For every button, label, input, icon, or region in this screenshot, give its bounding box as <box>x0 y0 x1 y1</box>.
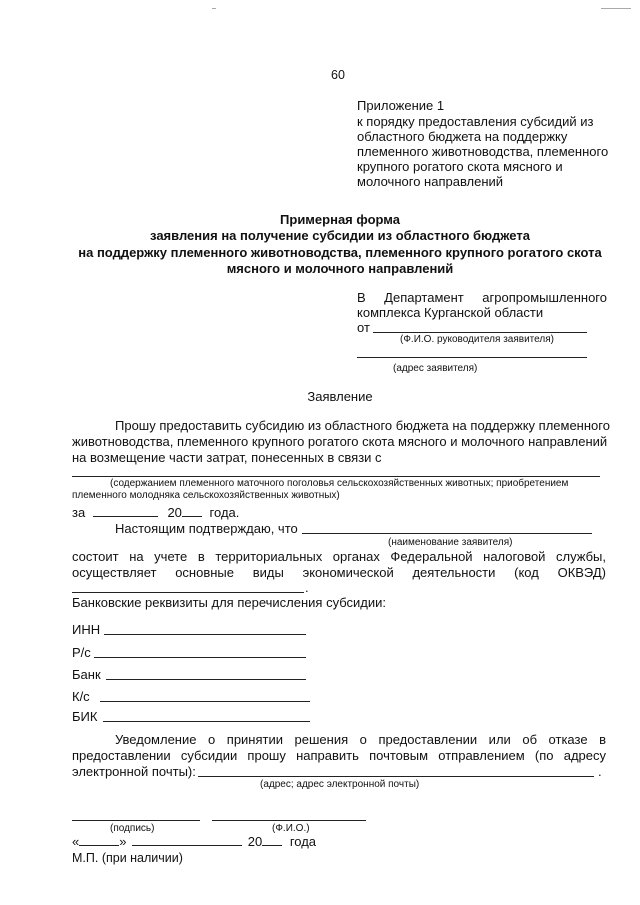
corr-account-label: К/с <box>72 689 90 704</box>
inn-field[interactable] <box>104 634 306 635</box>
fio-caption: (Ф.И.О. руководителя заявителя) <box>400 334 554 345</box>
year-line: за 20 года. <box>72 505 240 520</box>
annex-title: Приложение 1 <box>357 98 445 113</box>
form-title-line: мясного и молочного направлений <box>226 261 454 276</box>
annex-line: к порядку предоставления субсидий из <box>357 114 594 129</box>
period-mark: . <box>305 580 309 595</box>
month-field[interactable] <box>132 834 242 846</box>
fio-applicant-field[interactable] <box>373 332 587 333</box>
signature-caption: (подпись) <box>110 823 155 834</box>
form-title-line: Примерная форма <box>280 212 400 227</box>
body-line: на возмещение части затрат, понесенных в связи с <box>72 450 382 465</box>
notice-caption: (адрес; адрес электронной почты) <box>260 779 420 790</box>
bik-field[interactable] <box>103 721 310 722</box>
notice-line: предоставлении субсидии прошу направить почтовым отправлением (по адресу <box>72 748 606 763</box>
address-caption: (адрес заявителя) <box>393 363 478 374</box>
scan-mark <box>212 8 216 9</box>
date-line: « » 20 года <box>72 834 317 849</box>
content-caption: (содержанием племенного маточного поголовья сельскохозяйственных животных; приобретением <box>110 478 569 489</box>
bank-label: Банк <box>72 667 101 682</box>
page-number: 60 <box>331 68 345 82</box>
stamp-label: М.П. (при наличии) <box>72 851 183 865</box>
account-label: Р/с <box>72 645 91 660</box>
content-caption: племенного молодняка сельскохозяйственных животных) <box>72 490 340 501</box>
addressee-line: комплекса Курганской области <box>357 305 544 320</box>
notice-address-field[interactable] <box>198 776 594 777</box>
addressee-line: В Департамент агропромышленного <box>357 290 607 305</box>
day-field[interactable] <box>79 834 119 846</box>
date-year-field[interactable] <box>262 834 282 846</box>
account-field[interactable] <box>94 657 306 658</box>
notice-line: электронной почты): <box>72 764 196 779</box>
applicant-name-field[interactable] <box>302 533 592 534</box>
form-title-line: заявления на получение субсидии из областного бюджета <box>150 228 530 243</box>
annex-line: крупного рогатого скота мясного и <box>357 159 563 174</box>
period-mark: . <box>598 764 602 779</box>
body-line: Прошу предоставить субсидию из областного бюджета на поддержку племенного <box>115 418 610 433</box>
annex-line: областного бюджета на поддержку <box>357 129 568 144</box>
scan-mark <box>601 8 631 9</box>
statement-heading: Заявление <box>307 389 373 404</box>
bank-name-field[interactable] <box>106 679 306 680</box>
okved-code-field[interactable] <box>72 592 304 593</box>
applicant-caption: (наименование заявителя) <box>388 537 513 548</box>
inn-label: ИНН <box>72 622 101 637</box>
body-line: осуществляет основные виды экономической деятельности (код ОКВЭД) <box>72 565 606 580</box>
form-title-line: на поддержку племенного животноводства, племенного крупного рогатого скота <box>78 245 602 260</box>
body-line: состоит на учете в территориальных органах Федеральной налоговой службы, <box>72 549 606 564</box>
expense-purpose-field[interactable] <box>72 476 600 477</box>
year-field[interactable] <box>182 505 202 517</box>
confirm-text: Настоящим подтверждаю, что <box>115 521 298 536</box>
annex-line: племенного животноводства, племенного <box>357 144 609 159</box>
period-field[interactable] <box>93 505 158 517</box>
bik-label: БИК <box>72 709 98 724</box>
fio-caption-2: (Ф.И.О.) <box>272 823 310 834</box>
corr-account-field[interactable] <box>100 701 310 702</box>
annex-line: молочного направлений <box>357 174 504 189</box>
body-line: животноводства, племенного крупного рогатого скота мясного и молочного направлений <box>72 434 608 449</box>
signature-field[interactable] <box>72 820 200 821</box>
address-applicant-field[interactable] <box>357 357 587 358</box>
signature-fio-field[interactable] <box>212 820 366 821</box>
notice-line: Уведомление о принятии решения о предоставлении или об отказе в <box>115 732 606 747</box>
bank-heading: Банковские реквизиты для перечисления субсидии: <box>72 595 386 610</box>
from-label: от <box>357 320 370 335</box>
